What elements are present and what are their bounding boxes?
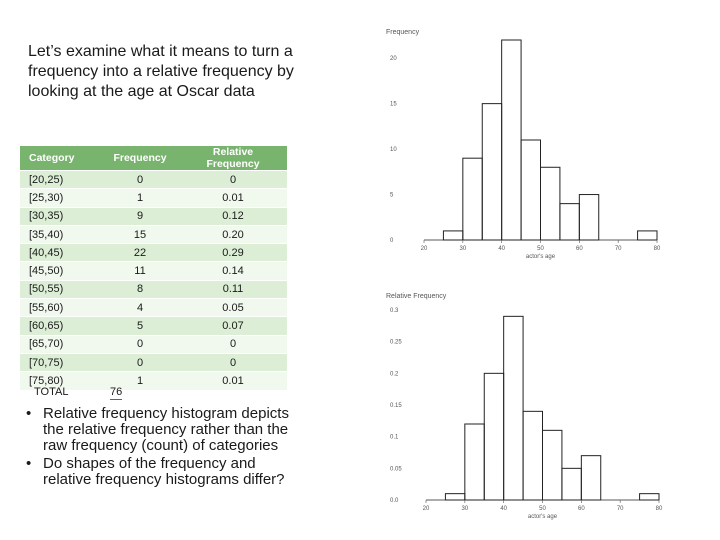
table-row bbox=[20, 262, 287, 280]
x-tick-label: 60 bbox=[577, 506, 585, 512]
table-row bbox=[20, 299, 287, 317]
cell-frequency: 1 bbox=[101, 189, 179, 207]
total-value: 76 bbox=[110, 386, 123, 398]
total-label: TOTAL bbox=[34, 386, 69, 398]
cell-frequency: 0 bbox=[101, 335, 179, 353]
bullet-item bbox=[26, 406, 306, 454]
histogram-bar bbox=[543, 430, 562, 500]
header-category: Category bbox=[20, 146, 101, 171]
y-tick-label: 20 bbox=[390, 56, 397, 63]
cell-category: [40,45) bbox=[20, 244, 101, 262]
histogram-bar bbox=[465, 424, 484, 500]
cell-relative-frequency: 0.05 bbox=[179, 299, 287, 317]
cell-relative-frequency: 0.07 bbox=[179, 317, 287, 335]
cell-category: [30,35) bbox=[20, 207, 101, 225]
cell-frequency: 15 bbox=[101, 225, 179, 243]
x-axis-label: actor's age bbox=[525, 254, 556, 260]
histogram-bar bbox=[523, 411, 542, 500]
slide-title: Let’s examine what it means to turn a frequency into a relative frequency by looking at the age at Oscar data bbox=[28, 43, 294, 100]
cell-relative-frequency: 0.12 bbox=[179, 207, 287, 225]
x-tick-label: 80 bbox=[653, 246, 661, 252]
bullet-text: Relative frequency histogram depicts the relative frequency rather than the raw frequency (count) of categories bbox=[43, 405, 289, 454]
x-tick-label: 40 bbox=[498, 246, 506, 252]
cell-frequency: 8 bbox=[101, 280, 179, 298]
x-tick-label: 50 bbox=[537, 246, 544, 252]
y-axis-label: Frequency bbox=[386, 29, 420, 36]
table-row bbox=[20, 171, 287, 189]
cell-frequency: 0 bbox=[101, 353, 179, 371]
x-axis-label: actor's age bbox=[527, 514, 558, 520]
x-tick-label: 20 bbox=[420, 246, 428, 252]
y-tick-label: 0.15 bbox=[390, 403, 402, 409]
header-frequency: Frequency bbox=[101, 146, 179, 171]
y-tick-label: 0.25 bbox=[390, 339, 402, 346]
y-tick-label: 0.2 bbox=[390, 371, 399, 378]
x-tick-label: 30 bbox=[459, 246, 467, 252]
table-row bbox=[20, 189, 287, 207]
y-axis-label: Relative Frequency bbox=[386, 293, 447, 300]
cell-category: [75,80) bbox=[20, 372, 101, 390]
x-tick-label: 70 bbox=[616, 506, 624, 512]
cell-frequency: 4 bbox=[101, 299, 179, 317]
bullet-dot-icon: • bbox=[26, 405, 32, 422]
x-tick-label: 20 bbox=[422, 506, 430, 512]
cell-category: [25,30) bbox=[20, 189, 101, 207]
x-tick-label: 80 bbox=[655, 506, 663, 512]
cell-category: [50,55) bbox=[20, 280, 101, 298]
table-row bbox=[20, 225, 287, 243]
table-row bbox=[20, 353, 287, 371]
y-tick-label: 0.3 bbox=[390, 308, 399, 314]
cell-relative-frequency: 0 bbox=[179, 171, 287, 189]
cell-category: [35,40) bbox=[20, 225, 101, 243]
table-header-row bbox=[20, 146, 287, 171]
cell-relative-frequency: 0 bbox=[179, 353, 287, 371]
x-tick-label: 60 bbox=[575, 246, 583, 252]
histogram-bar bbox=[638, 231, 657, 240]
histogram-bar bbox=[579, 195, 598, 240]
cell-frequency: 0 bbox=[101, 171, 179, 189]
histogram-bar bbox=[502, 40, 521, 240]
cell-category: [55,60) bbox=[20, 299, 101, 317]
y-tick-label: 0.1 bbox=[390, 434, 399, 441]
histogram-bar bbox=[581, 456, 600, 500]
bullet-dot-icon: • bbox=[26, 455, 32, 472]
cell-relative-frequency: 0.14 bbox=[179, 262, 287, 280]
histogram-bar bbox=[445, 494, 464, 500]
x-tick-label: 30 bbox=[461, 506, 469, 512]
x-tick-label: 40 bbox=[500, 506, 508, 512]
cell-category: [70,75) bbox=[20, 353, 101, 371]
y-tick-label: 5 bbox=[390, 192, 394, 199]
y-tick-label: 10 bbox=[390, 147, 397, 154]
table-row bbox=[20, 244, 287, 262]
x-tick-label: 70 bbox=[614, 246, 622, 252]
table-row bbox=[20, 207, 287, 225]
cell-relative-frequency: 0.01 bbox=[179, 189, 287, 207]
histogram-bar bbox=[560, 204, 579, 240]
histogram-bar bbox=[640, 494, 659, 500]
histogram-bar bbox=[504, 316, 523, 500]
y-tick-label: 0.0 bbox=[390, 498, 399, 504]
table-row bbox=[20, 317, 287, 335]
cell-frequency: 5 bbox=[101, 317, 179, 335]
cell-category: [65,70) bbox=[20, 335, 101, 353]
bullet-text: Do shapes of the frequency and relative frequency histograms differ? bbox=[43, 455, 285, 488]
cell-category: [20,25) bbox=[20, 171, 101, 189]
y-tick-label: 0 bbox=[390, 238, 394, 244]
bullet-item bbox=[26, 456, 306, 488]
frequency-table bbox=[20, 146, 287, 390]
histogram-bar bbox=[521, 140, 540, 240]
frequency-histogram bbox=[380, 22, 670, 268]
header-relative-frequency: Relative Frequency bbox=[179, 146, 287, 171]
cell-category: [60,65) bbox=[20, 317, 101, 335]
cell-frequency: 9 bbox=[101, 207, 179, 225]
histogram-bar bbox=[562, 468, 581, 500]
cell-frequency: 22 bbox=[101, 244, 179, 262]
cell-relative-frequency: 0.29 bbox=[179, 244, 287, 262]
cell-frequency: 1 bbox=[101, 372, 179, 390]
bullet-list bbox=[26, 406, 306, 490]
histogram-bar bbox=[484, 373, 503, 500]
cell-relative-frequency: 0 bbox=[179, 335, 287, 353]
cell-relative-frequency: 0.01 bbox=[179, 372, 287, 390]
x-tick-label: 50 bbox=[539, 506, 546, 512]
histogram-bar bbox=[443, 231, 462, 240]
table-row bbox=[20, 280, 287, 298]
table-row bbox=[20, 335, 287, 353]
cell-relative-frequency: 0.11 bbox=[179, 280, 287, 298]
y-tick-label: 15 bbox=[390, 101, 397, 108]
histogram-bar bbox=[463, 158, 482, 240]
cell-frequency: 11 bbox=[101, 262, 179, 280]
histogram-bar bbox=[541, 167, 560, 240]
y-tick-label: 0.05 bbox=[390, 466, 402, 473]
relative-frequency-histogram bbox=[380, 288, 670, 530]
cell-category: [45,50) bbox=[20, 262, 101, 280]
histogram-bar bbox=[482, 104, 501, 240]
cell-relative-frequency: 0.20 bbox=[179, 225, 287, 243]
table-body bbox=[20, 171, 287, 390]
